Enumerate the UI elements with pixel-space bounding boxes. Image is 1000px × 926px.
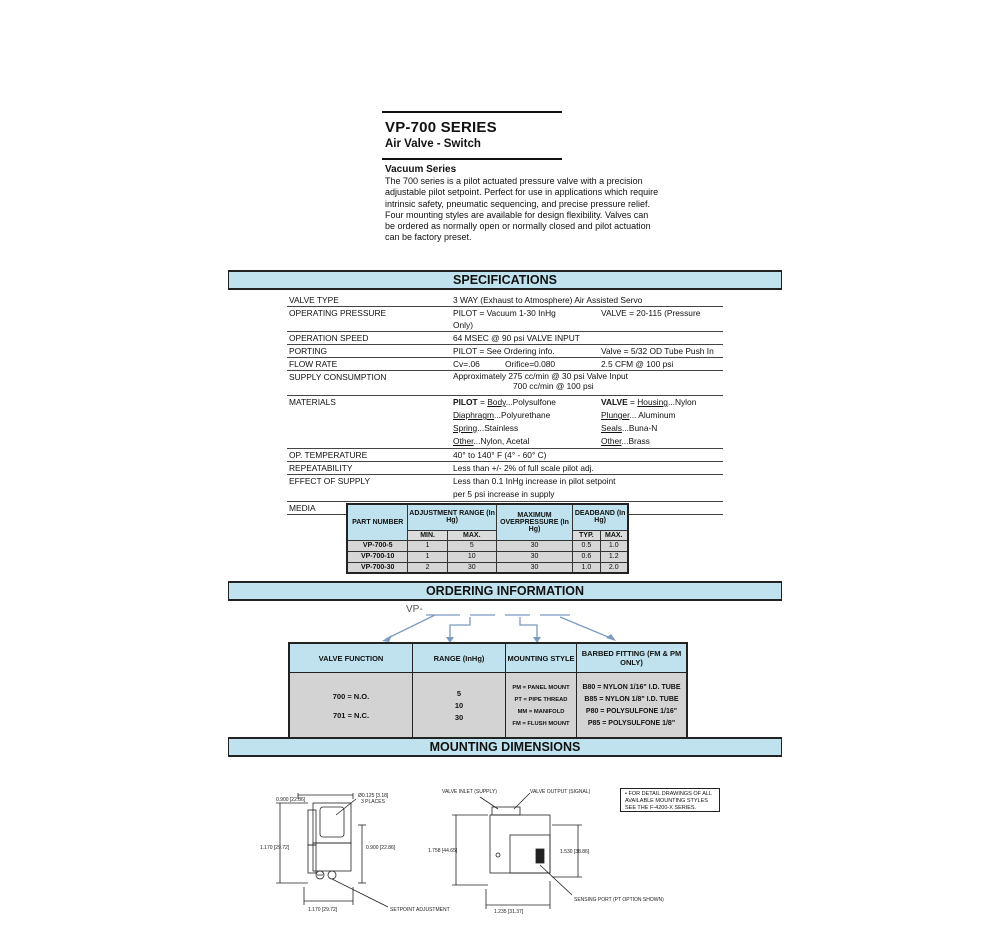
header-min: MIN. [408,530,447,540]
ordering-table [288,642,688,741]
cell-part: VP-700-30 [347,562,408,573]
barb-option: P85 = POLYSULFONE 1/8" [587,720,676,727]
spec-value: 700 cc/min @ 100 psi [513,381,594,391]
dim-width-bottom: 1.170 [29.72] [308,907,338,913]
spec-value: 2.5 CFM @ 100 psi [601,359,674,369]
material-part: Plunger [601,410,630,420]
spec-row [287,307,723,332]
spec-value: 64 MSEC @ 90 psi VALVE INPUT [451,332,723,345]
series-heading: Vacuum Series [385,164,457,175]
spec-label: MEDIA [287,502,451,515]
cell-min: 2 [408,562,447,573]
spec-value: VALVE = 20-115 (Pressure Only) [453,308,701,330]
spec-value: 3 WAY (Exhaust to Atmosphere) Air Assisted Servo [451,294,723,307]
table-row [347,540,628,551]
header-max: MAX. [447,530,496,540]
spec-label: EFFECT OF SUPPLY [287,475,451,502]
mount-option: PM = PANEL MOUNT [512,685,570,691]
function-option: 700 = N.O. [332,692,370,701]
mounting-note-text: • FOR DETAIL DRAWINGS OF ALL AVAILABLE MOUNTING STYLES SEE THE F-4200-X SERIES. [625,791,712,811]
specifications-bar: SPECIFICATIONS [228,270,782,290]
cell-max: 30 [447,562,496,573]
valve-output-label: VALVE OUTPUT (SIGNAL) [530,789,591,795]
spec-value: Less than +/- 2% of full scale pilot adj. [451,462,723,475]
mounting-dimensions-bar: MOUNTING DIMENSIONS [228,737,782,757]
material-value: ...Brass [621,436,650,446]
material-value: ... Aluminum [629,410,676,420]
range-option: 5 [456,689,462,698]
cell-part: VP-700-5 [347,540,408,551]
function-option: 701 = N.C. [332,711,370,720]
valve-inlet-label: VALVE INLET (SUPPLY) [442,789,497,795]
cell-typ: 0.5 [573,540,600,551]
dim-height-right: 0.900 [22.86] [366,845,396,851]
header-typ: TYP. [573,530,600,540]
material-part: Spring [453,423,478,433]
spec-value: Less than 0.1 InHg increase in pilot setpoint [453,476,616,486]
spec-row [287,462,723,475]
mounting-note [620,788,720,812]
spec-label: OPERATION SPEED [287,332,451,345]
cell-typ: 0.6 [573,551,600,562]
spec-label: MATERIALS [287,396,451,449]
spec-value: Valve = 5/32 OD Tube Push In [601,346,714,356]
cell-overpressure: 30 [496,540,572,551]
spec-label: OPERATING PRESSURE [287,307,451,332]
material-group-label: VALVE [601,397,628,407]
dim-width-top: 0.900 [22.86] [276,797,306,803]
cell-overpressure: 30 [496,562,572,573]
dim-height-right-side: 1.530 [38.86] [560,849,590,855]
header-mounting-style: MOUNTING STYLE [506,643,577,673]
cell-overpressure: 30 [496,551,572,562]
spec-label: REPEATABILITY [287,462,451,475]
page-title: VP-700 SERIES [385,119,497,136]
spec-label: VALVE TYPE [287,294,451,307]
header-barbed-fitting: BARBED FITTING (FM & PM ONLY) [577,643,688,673]
range-option: 10 [454,701,464,710]
spec-value: Orifice=0.080 [505,359,556,369]
dim-depth: 1.235 [31.37] [494,909,524,915]
header-max-deadband: MAX. [600,530,628,540]
side-view-drawing [428,785,664,915]
dim-height-left: 1.170 [29.72] [260,845,290,851]
spec-row [287,294,723,307]
sensing-port-label: SENSING PORT (PT OPTION SHOWN) [574,897,664,903]
barb-option: P80 = POLYSULFONE 1/16" [585,708,678,715]
spec-label: FLOW RATE [287,358,451,371]
specifications-table [287,294,723,515]
range-option: 30 [454,713,464,722]
cell-deadband-max: 2.0 [600,562,628,573]
cell-deadband-max: 1.0 [600,540,628,551]
spec-value: Cv=.06 [453,359,480,369]
header-part-number: PART NUMBER [347,504,408,540]
spec-row: MATERIALS PILOT = Body...Polysulfone VALVE = Housing...Nylon Diaphragm...Polyurethane Plunger... Aluminum Spring...Stainless Seals...Buna-N Other...Nylon, Acetal Other...Brass [287,396,723,449]
spec-row [287,475,723,502]
mount-option: PT = PIPE THREAD [514,697,568,703]
title-rule-top [382,111,562,113]
header-valve-function: VALVE FUNCTION [289,643,413,673]
spec-row [287,449,723,462]
title-rule-bottom [382,158,562,160]
ordering-information-bar: ORDERING INFORMATION [228,581,782,601]
mount-option: MM = MANIFOLD [517,709,565,715]
material-group-label: PILOT [453,397,478,407]
cell-max: 10 [447,551,496,562]
cell-min: 1 [408,540,447,551]
description: The 700 series is a pilot actuated pressure valve with a precision adjustable pilot setpoint. Perfect for use in applications which require intrinsic safety, pneumatic sequencing, and precise pressure relief. Four mounting styles are available for design flexibility. Valves can be ordered as normally open or normally closed and pilot actuation can be factory preset. [385,176,659,243]
material-part: Seals [601,423,622,433]
spec-label: OP. TEMPERATURE [287,449,451,462]
spec-row [287,358,723,371]
part-number-table [346,503,629,574]
material-part: Other [601,436,622,446]
spec-value: PILOT = Vacuum 1-30 InHg [453,308,556,318]
table-row [347,551,628,562]
header-adjustment-range: ADJUSTMENT RANGE (In Hg) [408,504,496,530]
material-part: Diaphragm [453,410,494,420]
dim-hole-count: 3 PLACES [361,799,385,805]
material-part: Housing [637,397,668,407]
header-deadband: DEADBAND (In Hg) [573,504,628,530]
spec-row [287,332,723,345]
spec-label: PORTING [287,345,451,358]
cell-min: 1 [408,551,447,562]
dim-height-side: 1.758 [44.65] [428,848,458,854]
order-code: VP- [406,604,423,615]
page-subtitle: Air Valve - Switch [385,138,481,150]
material-value: ...Polysulfone [505,397,556,407]
cell-part: VP-700-10 [347,551,408,562]
table-row [347,562,628,573]
header-range: RANGE (InHg) [413,643,506,673]
cell-typ: 1.0 [573,562,600,573]
spec-label: SUPPLY CONSUMPTION [287,371,451,396]
material-value: ...Buna-N [621,423,658,433]
spec-value: Approximately 275 cc/min @ 30 psi Valve Input [453,371,628,381]
material-part: Body [487,397,506,407]
spec-row [287,345,723,358]
material-part: Other [453,436,474,446]
material-value: ...Stainless [477,423,519,433]
barb-option: B80 = NYLON 1/16" I.D. TUBE [582,684,681,691]
order-code-arrows [370,605,630,645]
barb-option: B85 = NYLON 1/8" I.D. TUBE [584,696,679,703]
dim-hole: Ø0.125 [3.18] [358,793,389,799]
spec-value: 40° to 140° F (4° - 60° C) [451,449,723,462]
cell-deadband-max: 1.2 [600,551,628,562]
spec-value: per 5 psi increase in supply [453,489,555,499]
material-value: ...Nylon, Acetal [473,436,530,446]
spec-row [287,371,723,396]
header-max-overpressure: MAXIMUM OVERPRESSURE (In Hg) [496,504,572,540]
cell-max: 5 [447,540,496,551]
mount-option: FM = FLUSH MOUNT [512,721,570,727]
material-value: ...Nylon [667,397,697,407]
material-value: ...Polyurethane [493,410,551,420]
setpoint-label: SETPOINT ADJUSTMENT [390,907,450,913]
spec-value: PILOT = See Ordering info. [453,346,555,356]
